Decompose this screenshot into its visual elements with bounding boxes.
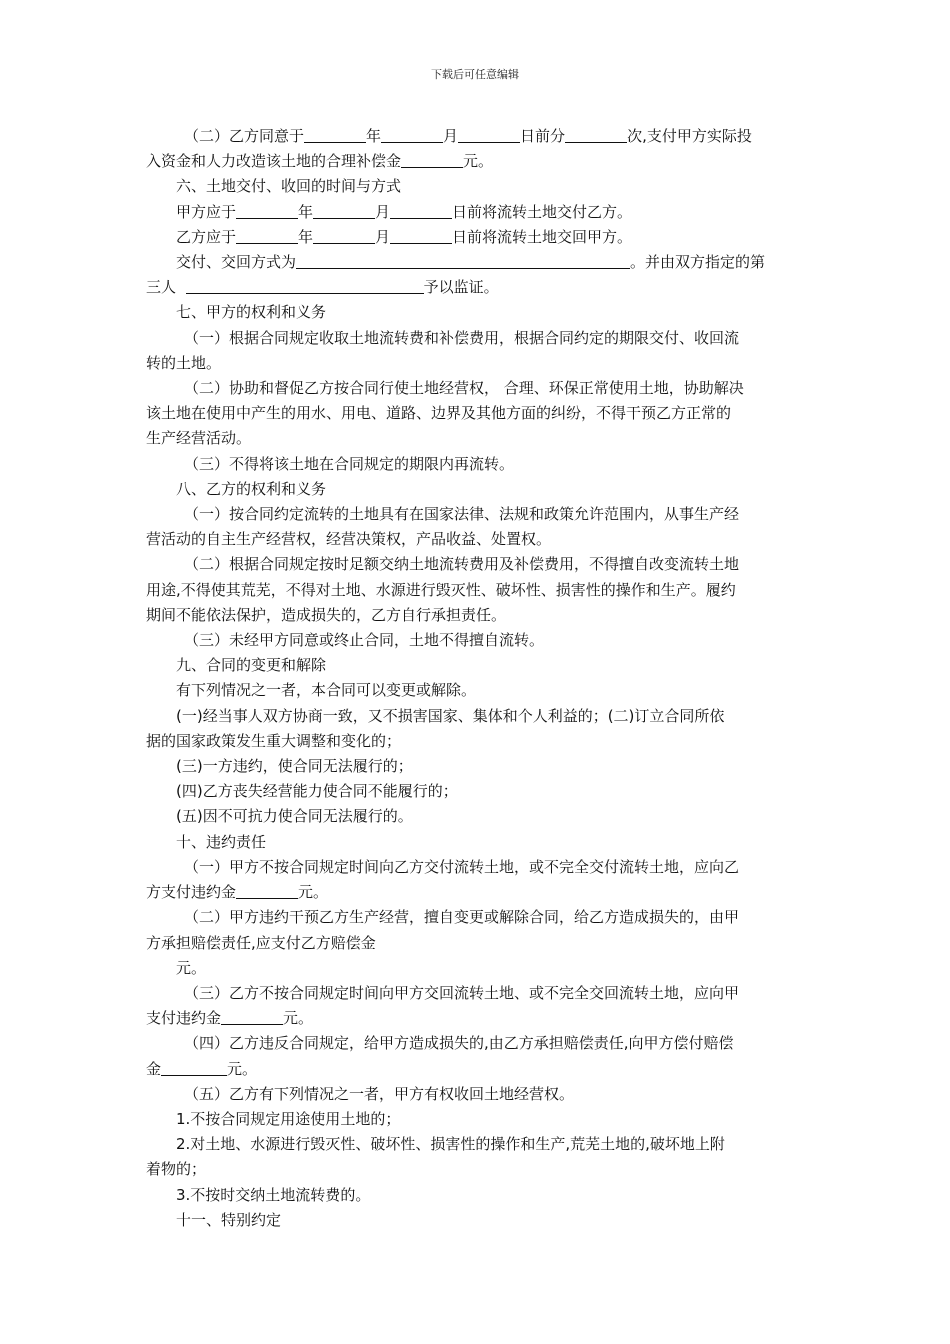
text: 元。: [463, 152, 494, 171]
text: 予以监证。: [423, 278, 499, 297]
blank-field: [313, 204, 375, 219]
text: 乙方应于: [176, 227, 237, 246]
text: 年: [298, 227, 314, 246]
text: 日前将流转土地交回甲方。: [452, 227, 633, 246]
clause-line: 营活动的自主生产经营权，经营决策权，产品收益、处置权。: [146, 530, 552, 549]
clause-line: 用途,不得使其荒芜，不得对土地、水源进行毁灭性、破坏性、损害性的操作和生产。履约: [146, 580, 736, 599]
text: 元。: [283, 1009, 314, 1028]
clause-line: [146, 1057, 812, 1082]
blank-field: [390, 204, 452, 219]
blank-field: [401, 153, 463, 168]
clause-line: 转的土地。: [146, 353, 222, 372]
clause-line: 生产经营活动。: [146, 429, 252, 448]
clause-line: [146, 149, 812, 174]
clause-line: （五）乙方有下列情况之一者，甲方有权收回土地经营权。: [184, 1084, 575, 1103]
section-heading: 十一、特别约定: [176, 1210, 282, 1229]
blank-field: [458, 128, 520, 143]
clause-line: （三）乙方不按合同规定时间向甲方交回流转土地、或不完全交回流转土地，应向甲: [184, 983, 740, 1002]
clause-line: (三)一方违约，使合同无法履行的；: [176, 757, 413, 776]
blank-field: [304, 128, 366, 143]
text: 月: [443, 127, 459, 145]
clause-line: (一)经当事人双方协商一致，又不损害国家、集体和个人利益的；(二)订立合同所依: [176, 706, 725, 725]
contract-body: [146, 124, 812, 1233]
blank-field: [565, 128, 627, 143]
clause-line: 着物的；: [146, 1160, 207, 1179]
clause-line: [146, 1006, 812, 1031]
clause-line: （一）甲方不按合同规定时间向乙方交付流转土地，或不完全交付流转土地，应向乙: [184, 857, 740, 876]
text: 年: [298, 202, 314, 221]
text: 次,支付甲方实际投: [627, 127, 752, 145]
clause-line: （二）根据合同规定按时足额交纳土地流转费用及补偿费用，不得擅自改变流转土地: [184, 555, 740, 574]
clause-line: （二）甲方违约干预乙方生产经营，擅自变更或解除合同，给乙方造成损失的，由甲: [184, 908, 740, 927]
clause-line: （三）不得将该土地在合同规定的期限内再流转。: [184, 454, 515, 473]
blank-field: [296, 254, 630, 269]
blank-field: [236, 229, 298, 244]
blank-field: [381, 128, 443, 143]
blank-field: [186, 279, 424, 294]
blank-field: [236, 204, 298, 219]
clause-line: （四）乙方违反合同规定，给甲方造成损失的,由乙方承担赔偿责任,向甲方偿付赔偿: [184, 1034, 734, 1053]
clause-line: 元。: [176, 958, 207, 977]
clause-line: [146, 200, 812, 225]
clause-line: 期间不能依法保护，造成损失的，乙方自行承担责任。: [146, 605, 507, 624]
clause-line: 据的国家政策发生重大调整和变化的；: [146, 731, 402, 750]
clause-line: 有下列情况之一者，本合同可以变更或解除。: [176, 681, 477, 700]
clause-line: （三）未经甲方同意或终止合同，土地不得擅自流转。: [184, 631, 545, 650]
clause-line: [146, 124, 812, 149]
clause-line: 2.对土地、水源进行毁灭性、破坏性、损害性的操作和生产,荒芜土地的,破坏地上附: [176, 1135, 725, 1154]
text: 日前将流转土地交付乙方。: [452, 202, 633, 221]
section-heading: 九、合同的变更和解除: [176, 656, 327, 675]
clause-line: 3.不按时交纳土地流转费的。: [176, 1185, 371, 1204]
text: 方支付违约金: [146, 883, 237, 902]
text: 交付、交回方式为: [176, 253, 297, 272]
clause-line: （一）按合同约定流转的土地具有在国家法律、法规和政策允许范围内，从事生产经: [184, 505, 740, 524]
text: 月: [375, 202, 391, 221]
clause-line: （一）根据合同规定收取土地流转费和补偿费用，根据合同约定的期限交付、收回流: [184, 328, 740, 347]
text: 。并由双方指定的第: [630, 253, 766, 272]
text: 三人: [146, 278, 177, 297]
text: 元。: [298, 883, 329, 902]
text: 入资金和人力改造该土地的合理补偿金: [146, 152, 402, 171]
clause-line: [146, 250, 812, 275]
blank-field: [236, 884, 298, 899]
text: 年: [366, 127, 382, 145]
section-heading: 八、乙方的权利和义务: [176, 479, 327, 498]
text: 金: [146, 1059, 162, 1078]
clause-line: 1.不按合同规定用途使用土地的；: [176, 1109, 401, 1128]
text: 甲方应于: [176, 202, 237, 221]
section-heading: 十、违约责任: [176, 832, 267, 851]
clause-line: [146, 225, 812, 250]
page-header: 下载后可任意编辑: [431, 68, 519, 81]
section-heading: 七、甲方的权利和义务: [176, 303, 327, 322]
clause-line: (四)乙方丧失经营能力使合同不能履行的；: [176, 782, 458, 801]
clause-line: [146, 880, 812, 905]
section-heading: 六、土地交付、收回的时间与方式: [176, 177, 402, 196]
blank-field: [390, 229, 452, 244]
clause-line: [146, 275, 812, 300]
clause-line: （二）协助和督促乙方按合同行使土地经营权， 合理、环保正常使用土地，协助解决: [184, 379, 744, 398]
blank-field: [221, 1010, 283, 1025]
text: 月: [375, 227, 391, 246]
text: （二）乙方同意于: [184, 127, 305, 145]
clause-line: (五)因不可抗力使合同无法履行的。: [176, 807, 413, 826]
blank-field: [313, 229, 375, 244]
blank-field: [161, 1061, 227, 1076]
clause-line: 方承担赔偿责任,应支付乙方赔偿金: [146, 933, 376, 952]
clause-line: 该土地在使用中产生的用水、用电、道路、边界及其他方面的纠纷，不得干预乙方正常的: [146, 404, 732, 423]
text: 元。: [227, 1059, 258, 1078]
text: 支付违约金: [146, 1009, 222, 1028]
text: 日前分: [520, 127, 566, 145]
